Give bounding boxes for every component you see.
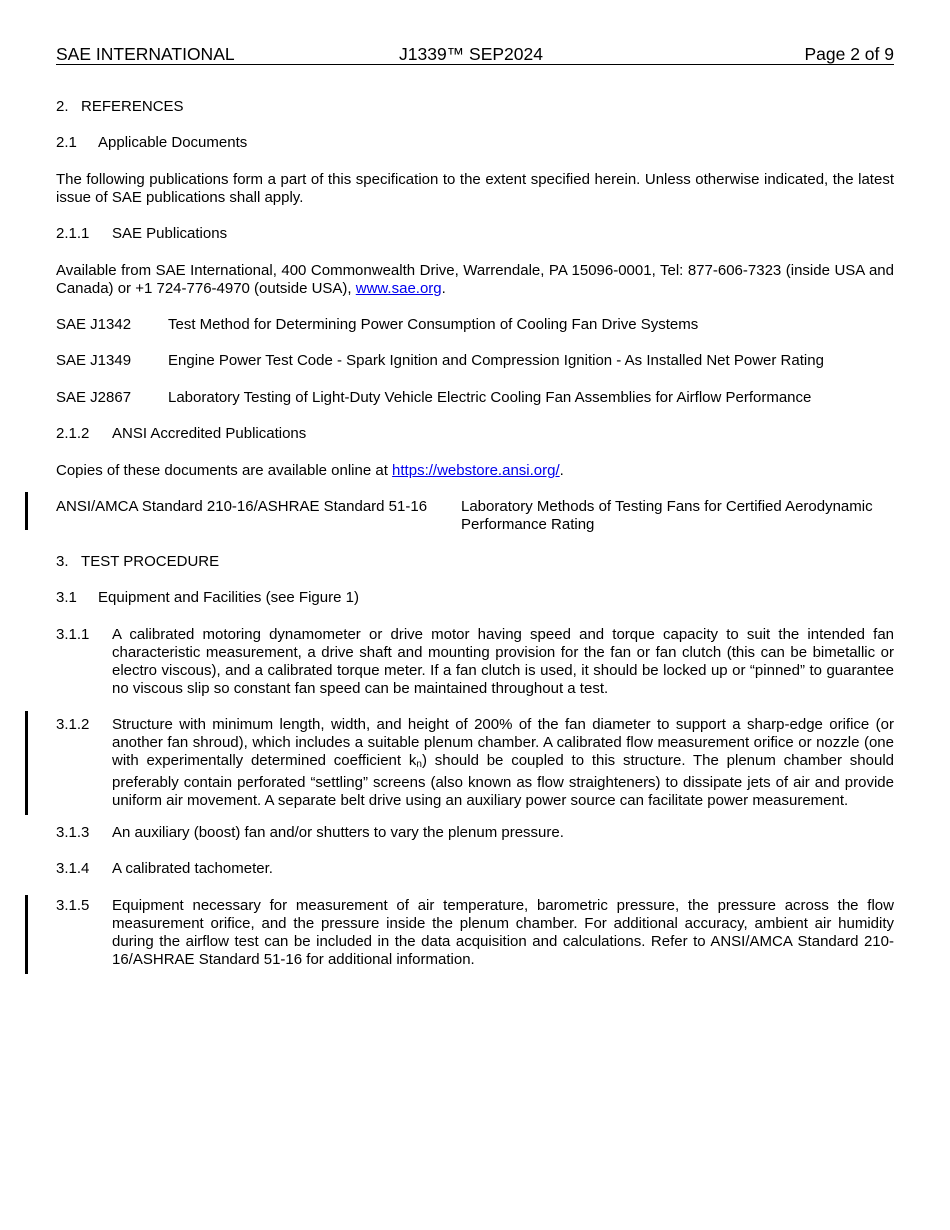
header-org: SAE INTERNATIONAL (56, 44, 235, 64)
section-2-1-2-number: 2.1.2 (56, 425, 90, 442)
reference-title: Laboratory Testing of Light-Duty Vehicle Electric Cooling Fan Assemblies for Airflow Performance (168, 389, 812, 406)
item-text: Equipment necessary for measurement of air temperature, barometric pressure, the pressure across the flow measurement orifice, and the pressure inside the plenum chamber. For additional accuracy, ambient air humidity during the airflow test can be included in the data acquisition and calculations. Refer to ANSI/AMCA Standard 210-16/ASHRAE Standard 51-16 for additional information. (112, 897, 894, 968)
reference-id: SAE J1342 (56, 316, 132, 333)
section-2-title: REFERENCES (81, 98, 184, 115)
section-3-1-heading (56, 589, 359, 607)
section-2-heading (56, 98, 184, 116)
sae-availability-text: Available from SAE International, 400 Commonwealth Drive, Warrendale, PA 15096-0001, Tel: 877-606-7323 (inside USA and Canada) or +1 724-776-4970 (outside USA), (56, 262, 894, 297)
item-text: A calibrated tachometer. (112, 860, 273, 877)
section-2-1-text: The following publications form a part of this specification to the extent specified herein. Unless otherwise indicated, the latest issue of SAE publications shall apply. (56, 171, 894, 206)
section-3-title: TEST PROCEDURE (81, 553, 220, 570)
item-number: 3.1.1 (56, 626, 90, 643)
item-number: 3.1.4 (56, 860, 90, 877)
coefficient-subscript: n (416, 759, 422, 770)
sae-website-link[interactable]: www.sae.org (355, 280, 442, 297)
reference-title: Engine Power Test Code - Spark Ignition and Compression Ignition - As Installed Net Power Rating (168, 352, 824, 369)
section-2-1-number: 2.1 (56, 134, 77, 151)
item-text-part: Structure with minimum length, width, and height of 200% of the fan diameter to support a sharp-edge orifice (or another fan shroud), which includes a suitable plenum chamber. A calibrated flow measurement orifice or nozzle (one with experimentally determined coefficient k (112, 716, 894, 769)
ansi-webstore-link[interactable]: https://webstore.ansi.org/ (392, 462, 560, 479)
section-2-1-2-title: ANSI Accredited Publications (112, 425, 307, 442)
reference-id: SAE J2867 (56, 389, 132, 406)
section-3-number: 3. (56, 553, 69, 570)
item-text (112, 716, 894, 810)
reference-id: SAE J1349 (56, 352, 132, 369)
change-bar (25, 895, 28, 974)
ansi-availability-text: Copies of these documents are available online at (56, 462, 393, 479)
change-bar (25, 492, 28, 530)
section-2-1-1-text (56, 262, 894, 298)
item-text: An auxiliary (boost) fan and/or shutters to vary the plenum pressure. (112, 824, 564, 841)
section-3-1-title: Equipment and Facilities (see Figure 1) (98, 589, 359, 606)
section-2-1-title: Applicable Documents (98, 134, 248, 151)
sae-availability-period: . (441, 280, 446, 297)
ansi-reference-id: ANSI/AMCA Standard 210-16/ASHRAE Standard 51-16 (56, 498, 428, 515)
item-number: 3.1.5 (56, 897, 90, 914)
reference-title: Test Method for Determining Power Consumption of Cooling Fan Drive Systems (168, 316, 699, 333)
item-number: 3.1.3 (56, 824, 90, 841)
header-doc-id: J1339™ SEP2024 (399, 44, 543, 64)
section-2-1-2-heading (56, 425, 307, 443)
header-page-number: Page 2 of 9 (804, 44, 894, 64)
section-2-number: 2. (56, 98, 69, 115)
change-bar (25, 711, 28, 815)
section-2-1-1-number: 2.1.1 (56, 225, 90, 242)
item-text-part: ) should be coupled to this structure. The plenum chamber should preferably contain perforated “settling” screens (also known as flow straighteners) to dissipate jets of air and provide uniform air movement. A separate belt drive using an auxiliary power source can facilitate power measurement. (112, 752, 894, 809)
ansi-availability-period: . (559, 462, 564, 479)
section-2-1-1-title: SAE Publications (112, 225, 228, 242)
section-3-1-number: 3.1 (56, 589, 77, 606)
page-header (56, 44, 894, 65)
item-text: A calibrated motoring dynamometer or drive motor having speed and torque capacity to suit the intended fan characteristic measurement, a drive shaft and mounting provision for the fan or fan clutch (this can be bimetallic or electro viscous), and a calibrated torque meter. If a fan clutch is used, it should be locked up or “pinned” to guarantee no viscous slip so constant fan speed can be maintained throughout a test. (112, 626, 894, 697)
section-2-1-2-text (56, 462, 894, 480)
ansi-reference-title: Laboratory Methods of Testing Fans for Certified Aerodynamic Performance Rating (461, 498, 873, 533)
section-2-1-heading (56, 134, 248, 152)
item-number: 3.1.2 (56, 716, 90, 733)
section-2-1-1-heading (56, 225, 228, 243)
section-3-heading (56, 553, 219, 571)
